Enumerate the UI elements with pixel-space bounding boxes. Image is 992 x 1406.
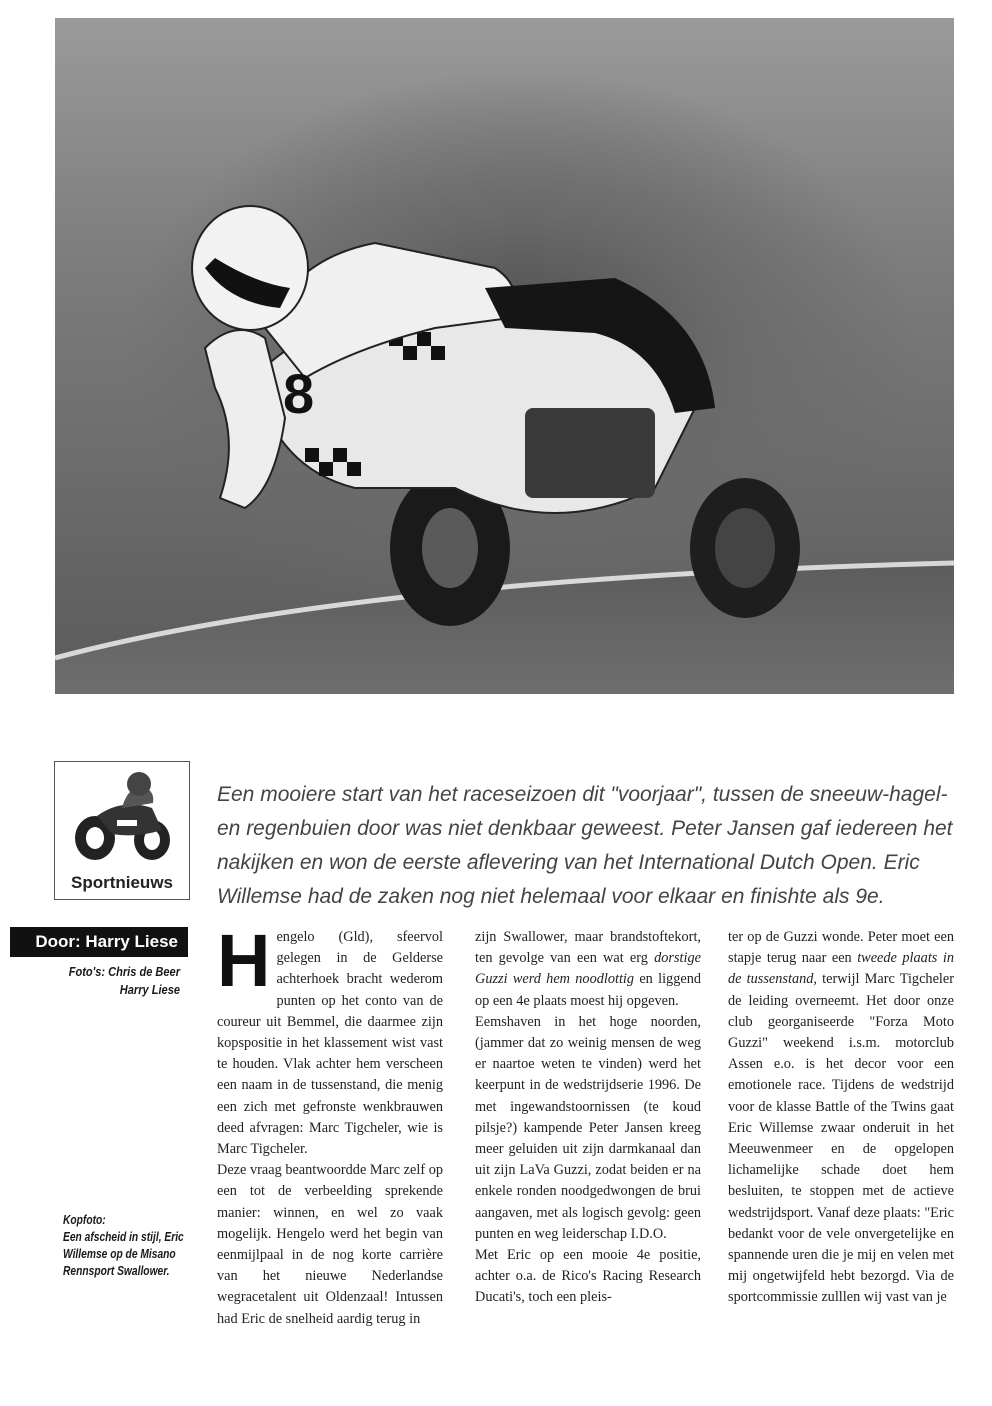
section-logo — [54, 761, 190, 900]
photo-caption — [63, 1212, 186, 1280]
engine — [525, 408, 655, 498]
author-byline: Door: Harry Liese — [10, 927, 188, 957]
rider-number: 8 — [283, 362, 315, 425]
paragraph: Hengelo (Gld), sfeervol gelegen in de Gelderse achterhoek bracht wederom punten op het conto van de coureur uit Bemmel, die daarmee zijn kopspositie in het klassement wist vast te houden. Vlak achter hem verscheen een naam in de tussenstand, die menig een zich met gefronste wenkbrauwen deed afvragen: Marc Tigcheler, wie is Marc Tigcheler. — [217, 919, 443, 1158]
caption-text: Een afscheid in stijl, Eric Willemse op de Misano Rennsport Swallower. — [63, 1230, 184, 1278]
article-intro: Een mooiere start van het raceseizoen dit "voorjaar", tussen de sneeuw-hagel- en regenbuien door was niet denkbaar geweest. Peter Jansen gaf iedereen het nakijken en won de eerste aflevering van het International Dutch Open. Eric Willemse had de zaken nog niet helemaal voor elkaar en finishte als 9e. — [217, 783, 953, 908]
paragraph: Eemshaven in het hoge noorden, (jammer dat zo weinig mensen de weg er naartoe weten te vinden) werd het keerpunt in de wedstrijdserie 1996. De met ingewandstoornissen (te koud pilsje?) kampende Peter Jansen kreeg meer geluiden uit zijn darmkanaal dan uit zijn LaVa Guzzi, zodat beiden er na enkele ronden noodgedwongen de brui aangaven, met als logisch gevolg: geen punten en weg leiderschap I.D.O. — [475, 1013, 701, 1242]
header-photo — [55, 18, 954, 694]
paragraph: ter op de Guzzi wonde. Peter moet een stapje terug naar een tweede plaats in de tussenstand, terwijl Marc Tigcheler de leiding overneemt. Het door onze club georganiseerde "Forza Moto Guzzi" weekend i.s.m. motorclub Assen e.o. is het decor voor een emotionele race. Tijdens de wedstrijd voor de klasse Battle of the Twins gaat Eric Willemse zwaar onderuit in het Meeuwenmeer en de opgelopen lichamelijke schade doet hem besluiten, te stoppen met de actieve wedstrijdsport. Vanaf deze plaats: "Eric bedankt voor de vele onvergetelijke en spannende uren die je mij en velen met mij ongetwijfeld hebt bezorgd. Via de sportcommissie zulllen wij vast van je — [728, 929, 954, 1306]
article-column-2 — [475, 927, 701, 1309]
article-column-1 — [217, 919, 443, 1330]
motorcycle-logo-icon — [67, 768, 177, 868]
paragraph: zijn Swallower, maar brandstoftekort, ten gevolge van een wat erg dorstige Guzzi werd hem noodlottig en liggend op een 4e plaats moest hij opgeven. — [475, 929, 701, 1009]
section-label: Sportnieuws — [70, 873, 173, 892]
caption-heading: Kopfoto: — [63, 1213, 106, 1227]
photo-credit-line2: Harry Liese — [119, 982, 180, 997]
motorcycle-racer-illustration — [55, 18, 954, 694]
paragraph: Deze vraag beantwoordde Marc zelf op een tot de verbeelding sprekende manier: winnen, en wel zo vaak mogelijk. Hengelo werd het begin van eenmijlpaal in de nog korte carrière van het nieuwe Nederlandse wegracetalent uit Oldenzaal! Intussen had Eric de snelheid aardig terug in — [217, 1162, 443, 1327]
article-column-3 — [728, 927, 954, 1309]
drop-cap: H — [217, 919, 271, 1002]
photo-credit — [53, 963, 181, 999]
photo-credit-line1: Foto's: Chris de Beer — [68, 964, 180, 979]
paragraph: Met Eric op een mooie 4e positie, achter o.a. de Rico's Racing Research Ducati's, toch een pleis- — [475, 1247, 701, 1306]
rider-arm — [205, 330, 285, 508]
